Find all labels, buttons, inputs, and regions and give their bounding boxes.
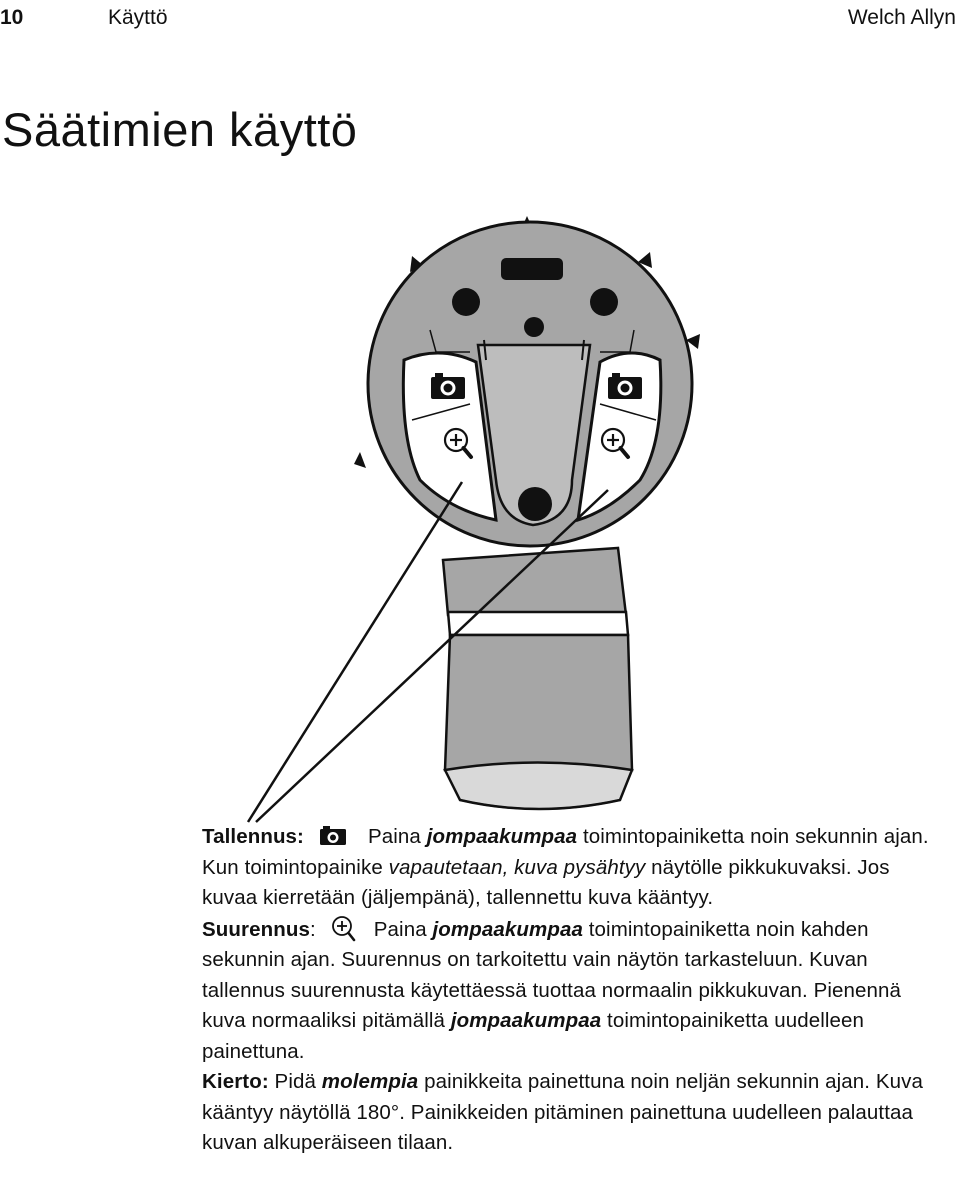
handle-barrel [443, 548, 632, 809]
rotate-paragraph: Kierto: Pidä molempia painikkeita painettuna noin neljän sekunnin ajan. Kuva kääntyy näytöllä 180°. Painikkeiden pitäminen painettuna uudelleen palauttaa kuvan alkuperäiseen tilaan. [202, 1070, 923, 1154]
page-title: Säätimien käyttö [2, 103, 358, 156]
capture-paragraph: Tallennus: Paina jompaakumpaa toimintopainiketta noin sekunnin ajan. Kun toimintopainike vapautetaan, kuva pysähtyy näytölle pikkukuvaksi. Jos kuvaa kierretään (jäljempänä), tallennettu kuva kääntyy. [202, 825, 929, 909]
zoom-paragraph: Suurennus: Paina jompaakumpaa toimintopainiketta noin kahden sekunnin ajan. Suurennus on tarkoitettu vain näytön tarkasteluun. Kuvan tallennus suurennusta käytettäessä tuottaa normaalin pikkukuvan. Pienennä kuva normaaliksi pitämällä jompaakumpaa toimintopainiketta uudelleen painettuna. [202, 914, 942, 1068]
section-name: Käyttö [108, 6, 168, 29]
top-right-button [590, 288, 618, 316]
page-number: 10 [0, 6, 24, 29]
camera-icon [320, 825, 346, 846]
zoom-label: Suurennus [202, 917, 310, 941]
center-small-button [524, 317, 544, 337]
bottom-center-button [518, 487, 552, 521]
top-connector [501, 258, 563, 280]
capture-label: Tallennus: [202, 825, 304, 848]
brand-name: Welch Allyn [847, 6, 956, 29]
zoom-in-icon [330, 914, 356, 942]
rotate-label: Kierto: [202, 1070, 269, 1093]
instructions [202, 822, 942, 1159]
top-left-button [452, 288, 480, 316]
